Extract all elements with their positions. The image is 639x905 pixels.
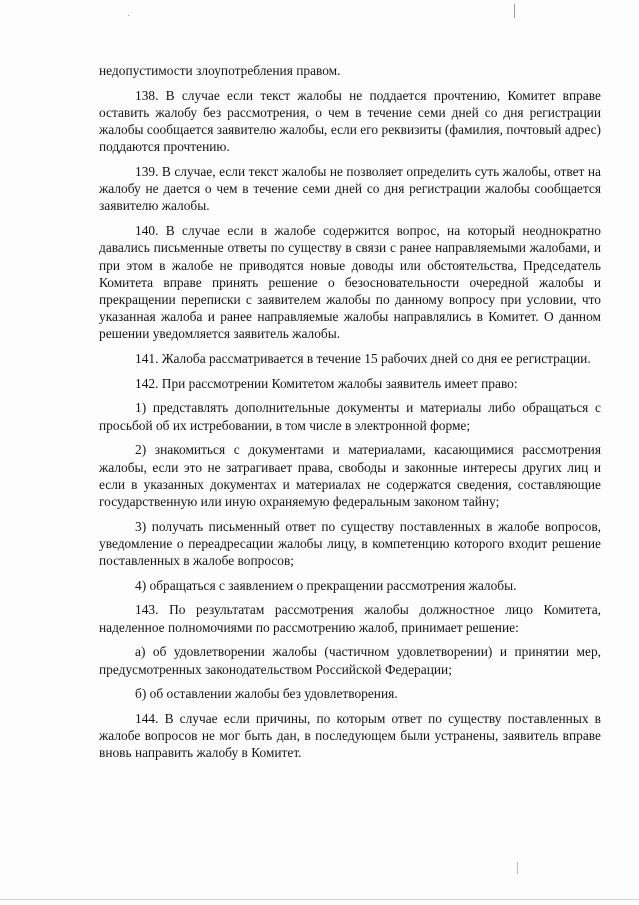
scan-edge-mark [517, 862, 518, 874]
paragraph-139: 139. В случае, если текст жалобы не позволяет определить суть жалобы, ответ на жалобу не дается о чем в течение семи дней со дня регистрации жалобы сообщается заявителю жалобы. [99, 164, 601, 214]
paragraph-142-item-2: 2) знакомиться с документами и материалами, касающимися рассмотрения жалобы, если это не затрагивает права, свободы и законные интересы других лиц и если в указанных документах и материалах не содержатся сведения, составляющие государственную или иную охраняемую федеральным законом тайну; [99, 442, 601, 509]
paragraph-143-item-b: б) об оставлении жалобы без удовлетворения. [135, 686, 398, 702]
paragraph-continuation: недопустимости злоупотребления правом. [99, 63, 341, 78]
paragraph-142-item-4: 4) обращаться с заявлением о прекращении рассмотрения жалобы. [135, 577, 517, 593]
paragraph-144: 144. В случае если причины, по которым ответ по существу поставленных в жалобе вопросов не мог быть дан, в последующем были устранены, заявитель вправе вновь направить жалобу в Комитет. [99, 711, 601, 761]
paragraph-143-item-a: а) об удовлетворении жалобы (частичном удовлетворении) и принятии мер, предусмотренных законодательством Российской Федерации; [99, 644, 601, 677]
scan-speck [128, 15, 129, 16]
paragraph-140: 140. В случае если в жалобе содержится вопрос, на который неоднократно давались письменные ответы по существу в связи с ранее направляемыми жалобами, и при этом в жалобе не приводятся новые доводы или обстоятельства, Председатель Комитета вправе принять решение о безосновательности очередной жалобы и прекращении переписки с заявителем жалобы по данному вопросу при условии, что указанная жалоба и ранее направляемые жалобы направлялись в Комитет. О данном решении уведомляется заявитель жалобы. [99, 223, 601, 342]
scan-bottom-edge [0, 899, 639, 900]
document-body [99, 62, 601, 769]
paragraph-142-item-1: 1) представлять дополнительные документы и материалы либо обращаться с просьбой об их истребовании, в том числе в электронной форме; [99, 400, 601, 433]
scan-edge-mark [514, 4, 515, 18]
paragraph-141: 141. Жалоба рассматривается в течение 15 рабочих дней со дня ее регистрации. [135, 351, 591, 367]
paragraph-138: 138. В случае если текст жалобы не поддается прочтению, Комитет вправе оставить жалобу без рассмотрения, о чем в течение семи дней со дня регистрации жалобы сообщается заявителю жалобы, если его реквизиты (фамилия, почтовый адрес) поддаются прочтению. [99, 87, 601, 155]
paragraph-142-item-3: 3) получать письменный ответ по существу поставленных в жалобе вопросов, уведомление о переадресации жалобы лицу, в компетенцию которого входит решение поставленных в жалобе вопросов; [99, 518, 601, 569]
paragraph-142: 142. При рассмотрении Комитетом жалобы заявитель имеет право: [135, 375, 518, 391]
paragraph-143: 143. По результатам рассмотрения жалобы должностное лицо Комитета, наделенное полномочиями по рассмотрению жалоб, принимает решение: [99, 602, 601, 635]
